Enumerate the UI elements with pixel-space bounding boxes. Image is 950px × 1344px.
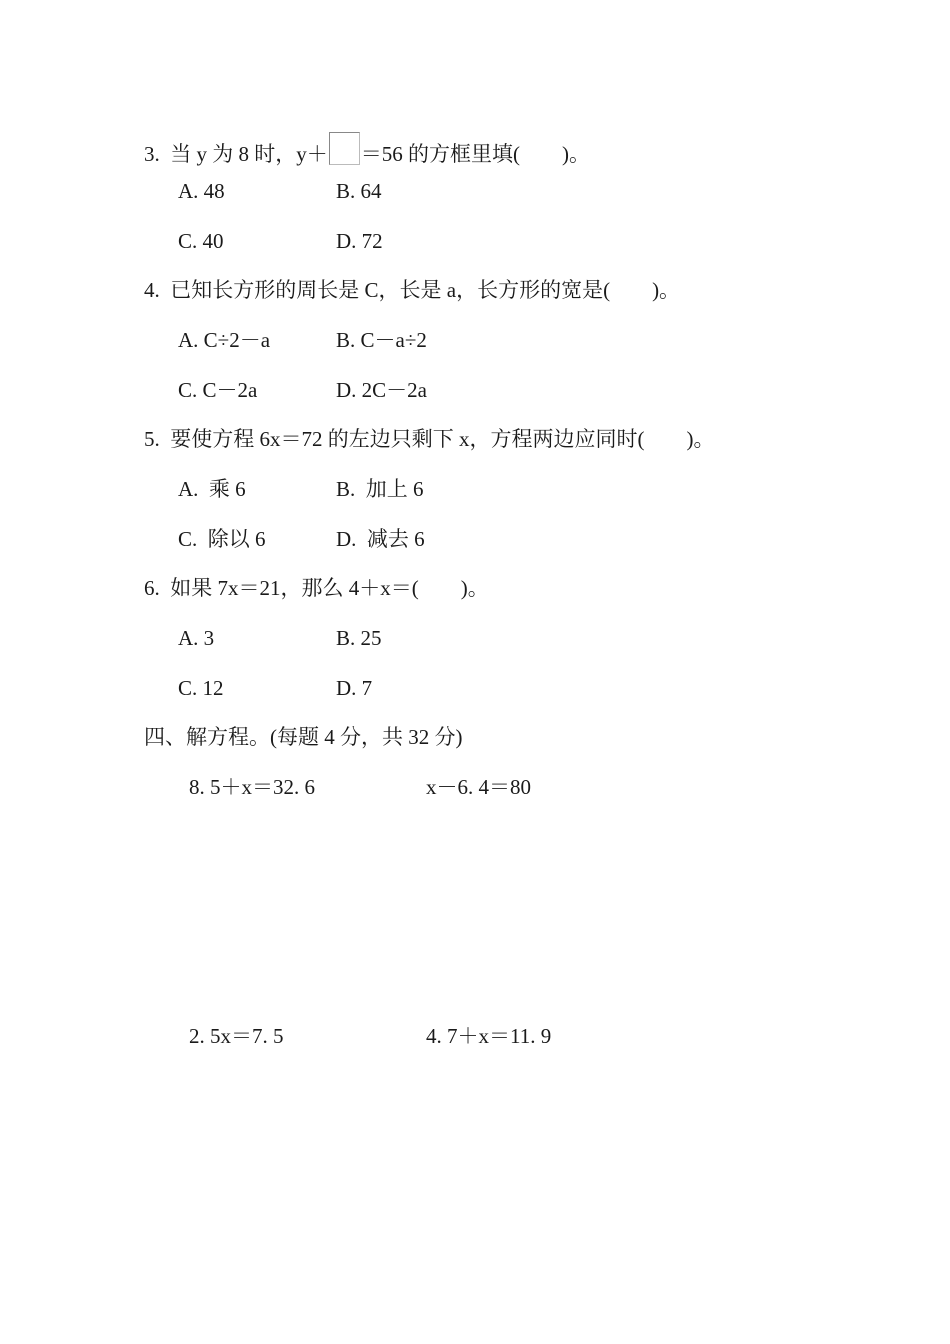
question-5-option-d: D. 减去 6 — [336, 527, 425, 551]
question-5-option-b: B. 加上 6 — [336, 477, 424, 501]
question-3-text-after: ＝56 的方框里填( )。 — [360, 142, 590, 166]
question-4-option-b: B. C－a÷2 — [336, 328, 427, 352]
equation-1: 8. 5＋x＝32. 6 — [189, 775, 315, 799]
question-5-option-c: C. 除以 6 — [178, 527, 266, 551]
question-5-prompt: 5. 要使方程 6x＝72 的左边只剩下 x，方程两边应同时( )。 — [144, 427, 715, 451]
section-4-heading: 四、解方程。(每题 4 分，共 32 分) — [144, 725, 463, 749]
equation-3: 2. 5x＝7. 5 — [189, 1024, 284, 1048]
equation-4: 4. 7＋x＝11. 9 — [426, 1024, 552, 1048]
question-5-option-a: A. 乘 6 — [178, 477, 246, 501]
question-3-option-d: D. 72 — [336, 229, 383, 253]
question-6-option-a: A. 3 — [178, 626, 215, 650]
question-3-option-c: C. 40 — [178, 229, 224, 253]
question-6-prompt: 6. 如果 7x＝21，那么 4＋x＝( )。 — [144, 576, 489, 600]
question-3-prompt — [144, 138, 590, 171]
question-3-option-a: A. 48 — [178, 179, 225, 203]
equation-2: x－6. 4＝80 — [426, 775, 531, 799]
question-6-option-c: C. 12 — [178, 676, 224, 700]
question-3-text-before: 3. 当 y 为 8 时，y＋ — [144, 142, 328, 166]
question-3-option-b: B. 64 — [336, 179, 382, 203]
question-4-prompt: 4. 已知长方形的周长是 C，长是 a，长方形的宽是( )。 — [144, 278, 681, 302]
question-6-option-b: B. 25 — [336, 626, 382, 650]
question-4-option-d: D. 2C－2a — [336, 378, 427, 402]
question-4-option-a: A. C÷2－a — [178, 328, 271, 352]
answer-box — [329, 132, 360, 165]
question-6-option-d: D. 7 — [336, 676, 373, 700]
question-4-option-c: C. C－2a — [178, 378, 258, 402]
